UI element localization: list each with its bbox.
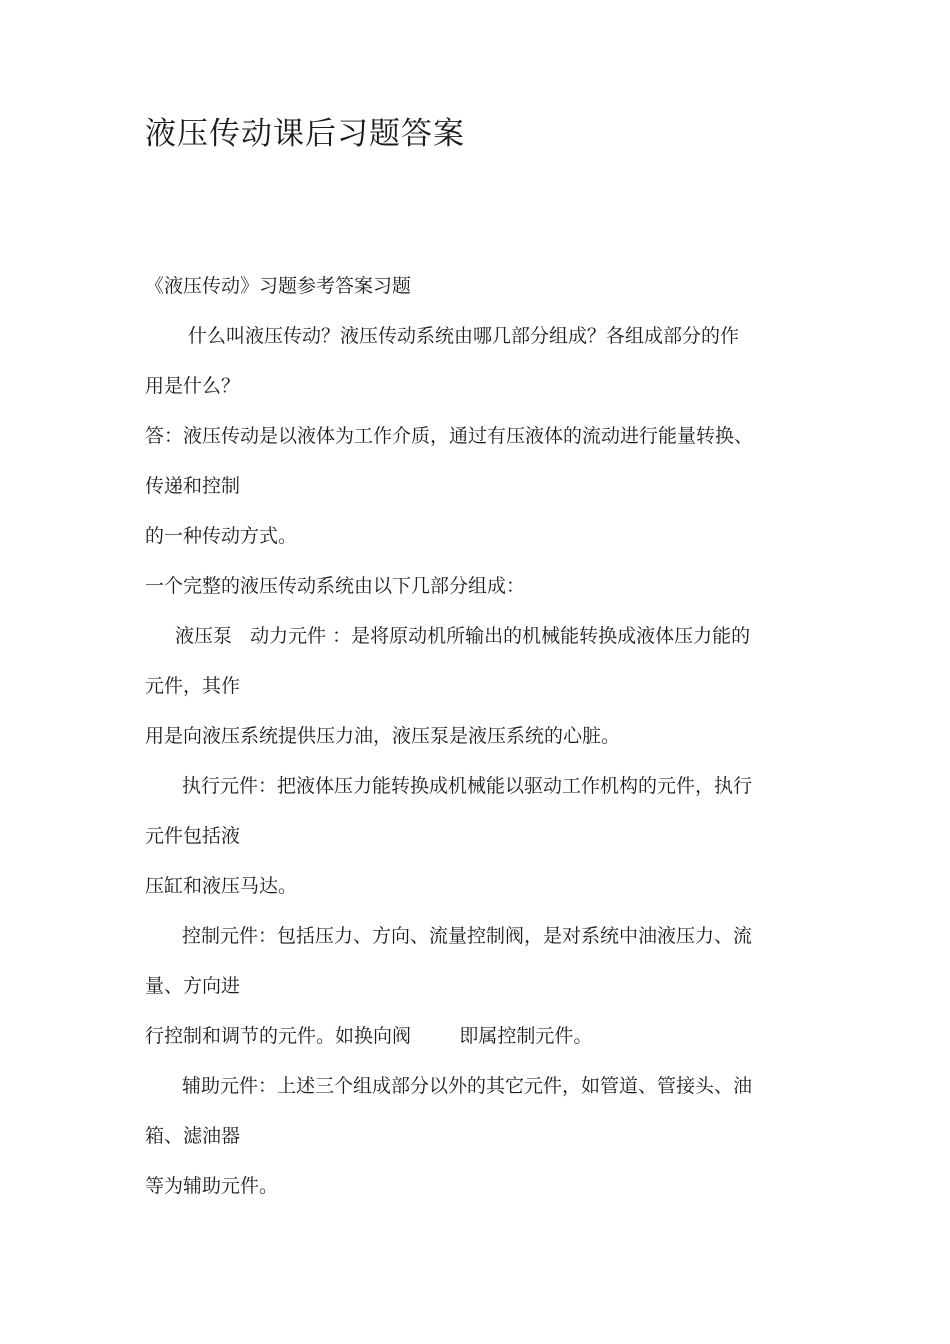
control-line-1: 控制元件：包括压力、方向、流量控制阀，是对系统中油液压力、流 [182,925,753,947]
answer-line-2: 传递和控制 [145,475,241,497]
answer-line-1: 答：液压传动是以液体为工作介质，通过有压液体的流动进行能量转换、 [145,425,754,447]
actuator-line-1: 执行元件：把液体压力能转换成机械能以驱动工作机构的元件，执行 [182,775,753,797]
auxiliary-line-3: 等为辅助元件。 [145,1175,279,1197]
document-subtitle: 《液压传动》习题参考答案习题 [145,275,412,297]
answer-line-3: 的一种传动方式。 [145,525,298,547]
pump-line-3: 用是向液压系统提供压力油，液压泵是液压系统的心脏。 [145,725,621,747]
control-line-2: 量、方向进 [145,975,241,997]
composition-intro: 一个完整的液压传动系统由以下几部分组成： [145,575,526,597]
auxiliary-line-2: 箱、滤油器 [145,1125,241,1147]
control-line-3: 行控制和调节的元件。如换向阀 即属控制元件。 [145,1025,593,1047]
question-line-2: 用是什么？ [145,375,241,397]
pump-line-2: 元件，其作 [145,675,241,697]
actuator-line-2: 元件包括液 [145,825,241,847]
actuator-line-3: 压缸和液压马达。 [145,875,298,897]
document-title: 液压传动课后习题答案 [145,116,465,152]
question-line-1: 什么叫液压传动？液压传动系统由哪几部分组成？各组成部分的作 [188,325,740,347]
auxiliary-line-1: 辅助元件：上述三个组成部分以外的其它元件，如管道、管接头、油 [182,1075,753,1097]
pump-line-1: 液压泵 动力元件 ：是将原动机所输出的机械能转换成液体压力能的 [175,625,751,647]
